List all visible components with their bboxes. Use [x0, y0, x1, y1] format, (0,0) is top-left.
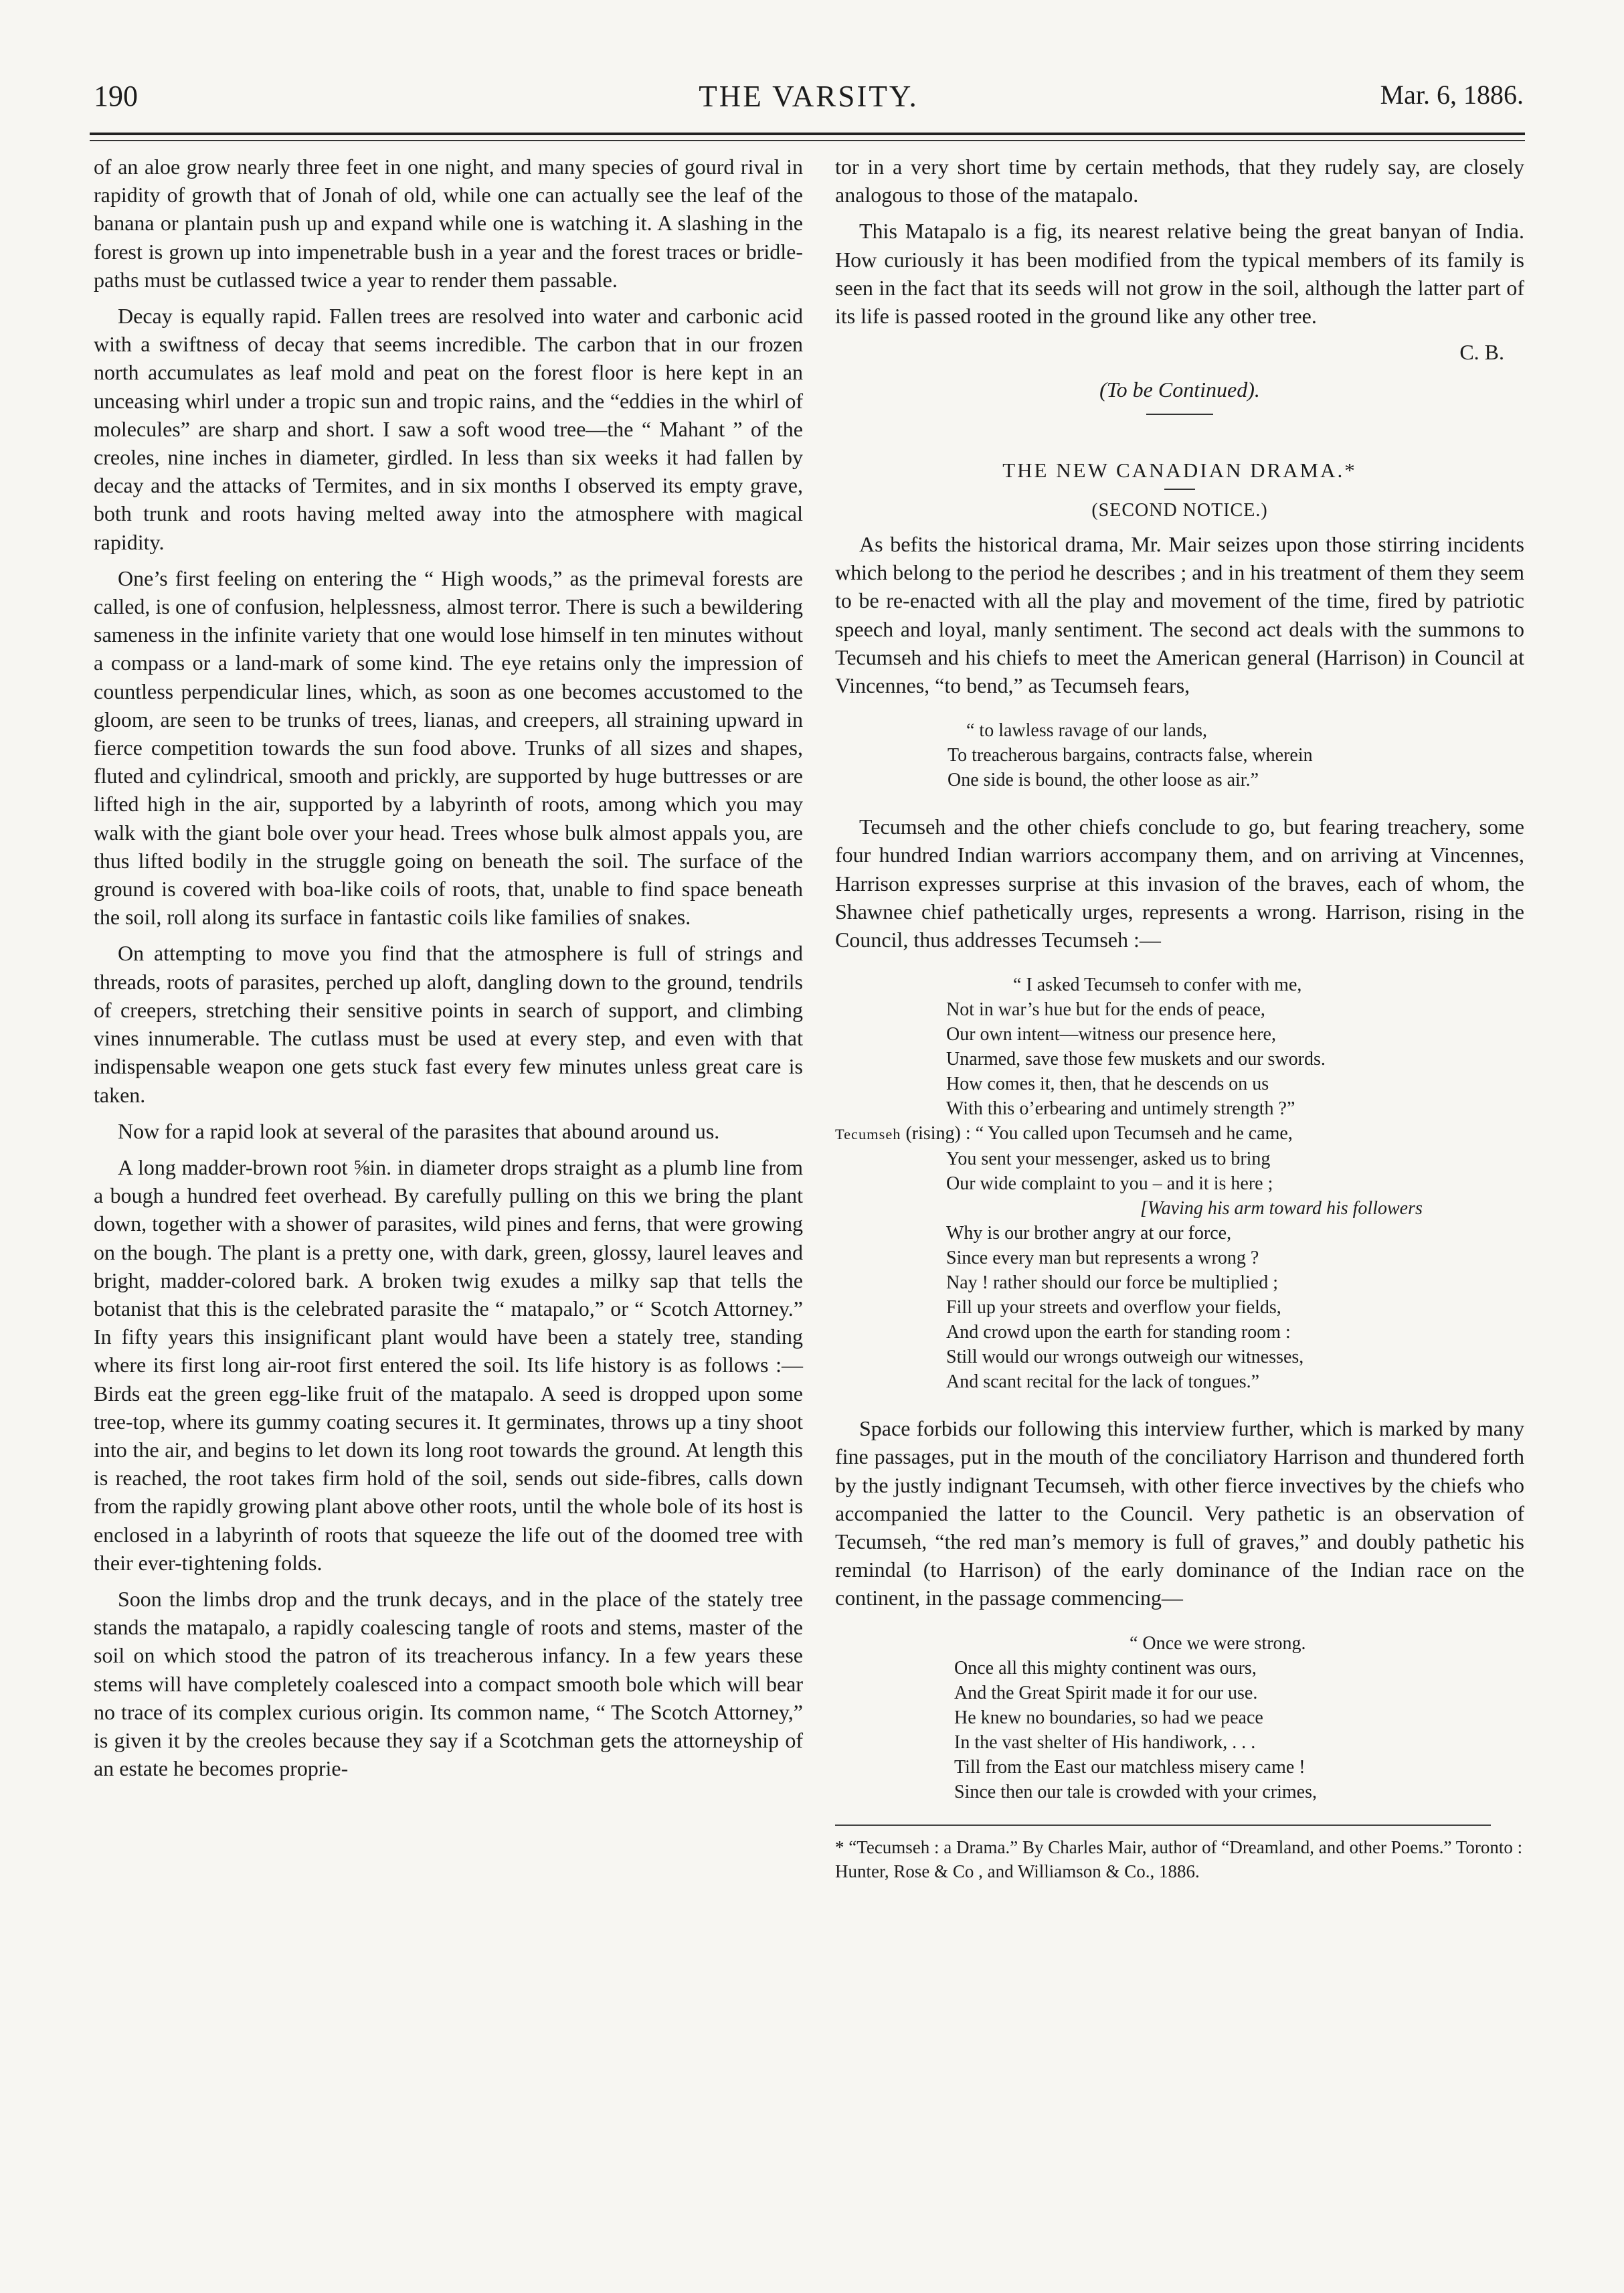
- verse-line: Our wide complaint to you – and it is here ;: [946, 1173, 1273, 1195]
- page-number: 190: [94, 80, 138, 112]
- article-paragraph: of an aloe grow nearly three feet in one night, and many species of gourd rival in rapidity of growth that of Jonah of old, while one can actually see the leaf of the banana or plantain push up and expand while one is watching it. A slashing in the forest is grown up into impenetrable bush in a year and the forest traces or bridle-paths must be cutlassed twice a year to render them passable.: [94, 155, 803, 292]
- title-divider: [1164, 489, 1195, 490]
- footnote-rule: [835, 1824, 1491, 1826]
- issue-date: Mar. 6, 1886.: [1380, 80, 1524, 110]
- publication-title: THE VARSITY.: [699, 80, 919, 113]
- section-title: THE NEW CANADIAN DRAMA.*: [1002, 458, 1357, 482]
- verse-line: “ I asked Tecumseh to confer with me,: [1013, 974, 1302, 996]
- to-be-continued: (To be Continued).: [1099, 377, 1260, 402]
- footnote: * “Tecumseh : a Drama.” By Charles Mair, author of “Dreamland, and other Poems.” Toronto : Hunter, Rose & Co , and Williamson & Co., 1886.: [835, 1837, 1523, 1881]
- verse-line: And crowd upon the earth for standing room :: [946, 1322, 1291, 1343]
- verse-quote: [835, 718, 1524, 792]
- verse-line: And the Great Spirit made it for our use.: [954, 1682, 1258, 1703]
- verse-line: In the vast shelter of His handiwork, . . .: [954, 1731, 1256, 1753]
- speaker-name: Tecumseh: [835, 1126, 901, 1143]
- verse-line: You sent your messenger, asked us to bring: [946, 1149, 1271, 1170]
- page-header: [94, 79, 1524, 119]
- header-rule-thin: [90, 140, 1525, 141]
- verse-line: “ You called upon Tecumseh and he came,: [975, 1123, 1293, 1144]
- verse-line: Fill up your streets and overflow your fields,: [946, 1297, 1281, 1319]
- verse-line: Still would our wrongs outweigh our witnesses,: [946, 1347, 1304, 1368]
- left-column: [94, 153, 803, 1790]
- verse-quote: [835, 1631, 1524, 1804]
- verse-line: Once all this mighty continent was ours,: [954, 1657, 1257, 1679]
- verse-line: To treacherous bargains, contracts false, wherein: [948, 745, 1313, 766]
- dialogue-verse: [835, 972, 1524, 1394]
- verse-line: With this o’erbearing and untimely strength ?”: [946, 1098, 1295, 1120]
- article-paragraph: Tecumseh and the other chiefs conclude to go, but fearing treachery, some four hundred Indian warriors accompany them, and on arriving at Vincennes, Harrison expresses surprise at this invasion of the braves, each of whom, the Shawnee chief pathetically urges, represents a wrong. Harrison, rising in the Council, thus addresses Tecumseh :—: [835, 815, 1524, 952]
- verse-line: Not in war’s hue but for the ends of peace,: [946, 999, 1265, 1021]
- article-paragraph: On attempting to move you find that the atmosphere is full of strings and threads, roots of parasites, perched up aloft, dangling down to the ground, tendrils of creepers, stretching their sensitive points in search of support, and climbing vines innumerable. The cutlass must be used at every step, and even with that indispensable weapon one gets stuck fast every few minutes unless great care is taken.: [94, 941, 803, 1107]
- verse-line: “ Once we were strong.: [1130, 1632, 1306, 1654]
- verse-line: Our own intent—witness our presence here,: [946, 1024, 1276, 1045]
- article-divider: [1146, 414, 1213, 415]
- speaker-direction: (rising) :: [905, 1123, 971, 1144]
- verse-line: Till from the East our matchless misery came !: [954, 1756, 1305, 1778]
- article-paragraph: Space forbids our following this interview further, which is marked by many fine passages, put in the mouth of the conciliatory Harrison and thundered forth by the justly indignant Tecumseh, with other fierce invectives by the chiefs who accompanied the latter to the Council. Very pathetic is an observation of Tecumseh, “the red man’s memory is full of graves,” and doubly pathetic his remindal (to Harrison) of the early dominance of the Indian race on the continent, in the passage commencing—: [835, 1416, 1524, 1610]
- verse-line: Since then our tale is crowded with your crimes,: [954, 1781, 1317, 1802]
- article-paragraph: Now for a rapid look at several of the parasites that abound around us.: [118, 1118, 720, 1143]
- speaker-line: [835, 1121, 1524, 1146]
- verse-line: Unarmed, save those few muskets and our swords.: [946, 1049, 1326, 1070]
- author-signature: C. B.: [1459, 340, 1504, 365]
- article-paragraph: Soon the limbs drop and the trunk decays, and in the place of the stately tree stands the matapalo, a rapidly coalescing tangle of roots and stems, master of the soil on which stood the patron of its treacherous infancy. In a few years these stems will have completely coalesced into a compact smooth bole which will bear no trace of its complex curious origin. Its common name, “ The Scotch Attorney,” is given it by the creoles because they say if a Scotchman gets the attorneyship of an estate he becomes proprie-: [94, 1586, 803, 1781]
- header-rule-thick: [90, 133, 1525, 135]
- article-paragraph: Decay is equally rapid. Fallen trees are resolved into water and carbonic acid with a swiftness of decay that seems incredible. The carbon that in our frozen north accumulates as leaf mold and peat on the forest floor is here kept in an unceasing whirl under a tropic sun and tropic rains, and the “eddies in the whirl of molecules” are sharp and short. I saw a soft wood tree—the “ Mahant ” of the creoles, nine inches in diameter, girdled. In less than six weeks it had fallen by decay and the attacks of Termites, and in six months I observed its empty grave, both trunk and roots having melted away into the atmosphere with magical rapidity.: [94, 304, 803, 554]
- verse-line: Why is our brother angry at our force,: [946, 1223, 1232, 1244]
- verse-line: Since every man but represents a wrong ?: [946, 1248, 1259, 1269]
- article-paragraph: tor in a very short time by certain methods, that they rudely say, are closely analogous to those of the matapalo.: [835, 155, 1524, 207]
- stage-direction: [Waving his arm toward his followers: [1140, 1198, 1423, 1219]
- verse-line: And scant recital for the lack of tongues.”: [946, 1371, 1260, 1393]
- verse-line: How comes it, then, that he descends on us: [946, 1074, 1269, 1095]
- right-column: [835, 153, 1524, 1883]
- article-paragraph: One’s first feeling on entering the “ High woods,” as the primeval forests are called, is one of confusion, helplessness, almost terror. There is such a bewildering sameness in the infinite variety that one would lose himself in ten minutes without a compass or a land-mark of some kind. The eye retains only the impression of countless perpendicular lines, which, as soon as one becomes accustomed to the gloom, are seen to be trunks of trees, lianas, and creepers, all straining upward in fierce competition towards the sun food above. Trunks of all sizes and shapes, fluted and cylindrical, smooth and prickly, are supported by huge buttresses or are lifted high in the air, supported by a labyrinth of roots, among which you may walk with the giant bole over your head. Trees whose bulk almost appals you, are thus lifted bodily in the struggle going on beneath the soil. The surface of the ground is covered with boa-like coils of roots, that, unable to find space beneath the soil, roll along its surface in fantastic coils like families of snakes.: [94, 566, 803, 930]
- article-paragraph: This Matapalo is a fig, its nearest relative being the great banyan of India. How curiously it has been modified from the typical members of its family is seen in the fact that its seeds will not grow in the soil, although the latter part of its life is passed rooted in the ground like any other tree.: [835, 219, 1524, 329]
- verse-line: Nay ! rather should our force be multiplied ;: [946, 1272, 1279, 1294]
- article-paragraph: A long madder-brown root ⅝in. in diameter drops straight as a plumb line from a bough a hundred feet overhead. By carefully pulling on this we bring the plant down, together with a shower of parasites, wild pines and ferns, that were growing on the bough. The plant is a pretty one, with dark, green, glossy, laurel leaves and bright, madder-colored bark. A broken twig exudes a milky sap that tells the botanist that this is the celebrated parasite the “ matapalo,” or “ Scotch Attorney.” In fifty years this insignificant plant would have been a stately tree, standing where its first long air-root first entered the soil. Its life history is as follows :—Birds eat the green egg-like fruit of the matapalo. A seed is dropped upon some tree-top, where its gummy coating secures it. It germinates, throws up a tiny shoot into the air, and begins to let down its long root towards the ground. At length this is reached, the root takes firm hold of the soil, sends out side-fibres, calls down from the rapidly growing plant above other roots, until the whole bole of its host is enclosed in a labyrinth of roots that squeeze the life out of the doomed tree with their ever-tightening folds.: [94, 1155, 803, 1575]
- verse-line: “ to lawless ravage of our lands,: [966, 720, 1207, 742]
- article-paragraph: As befits the historical drama, Mr. Mair seizes upon those stirring incidents which belong to the period he describes ; and in his treatment of them they seem to be re-enacted with all the play and movement of the time, fired by patriotic speech and loyal, manly sentiment. The second act deals with the summons to Tecumseh and his chiefs to meet the American general (Harrison) in Council at Vincennes, “to bend,” as Tecumseh fears,: [835, 532, 1524, 698]
- verse-line: He knew no boundaries, so had we peace: [954, 1707, 1263, 1728]
- verse-line: One side is bound, the other loose as air.”: [948, 770, 1259, 791]
- section-subtitle: (SECOND NOTICE.): [1091, 499, 1268, 521]
